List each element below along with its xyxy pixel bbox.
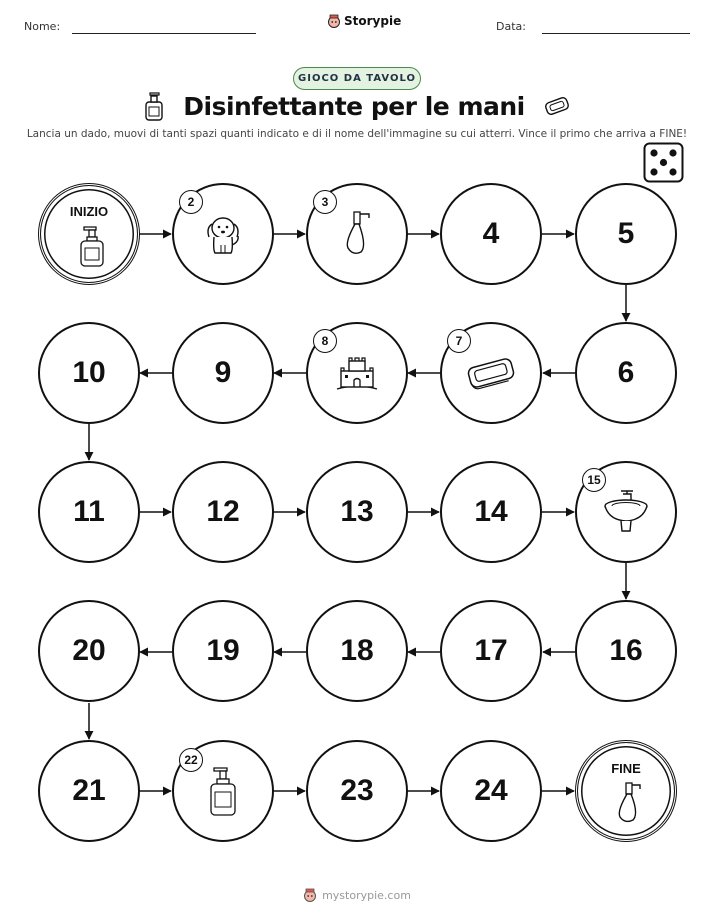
space-number-badge: 7 bbox=[447, 329, 471, 353]
space-number: 17 bbox=[474, 634, 508, 667]
space-number: 11 bbox=[73, 495, 105, 528]
footer bbox=[0, 888, 714, 902]
space-number: 16 bbox=[609, 634, 643, 667]
hand-sanitizer-pump-icon bbox=[208, 765, 238, 817]
space-number-badge: 2 bbox=[179, 190, 203, 214]
space-4 bbox=[440, 183, 542, 285]
start-label: INIZIO bbox=[69, 204, 109, 219]
space-number: 20 bbox=[72, 634, 106, 667]
space-number: 12 bbox=[206, 495, 240, 528]
space-end bbox=[575, 740, 677, 842]
space-start bbox=[38, 183, 140, 285]
storypie-mascot-icon bbox=[303, 888, 317, 902]
space-12 bbox=[172, 461, 274, 563]
space-18 bbox=[306, 600, 408, 702]
space-11 bbox=[38, 461, 140, 563]
space-number-badge: 22 bbox=[179, 748, 203, 772]
date-label: Data: bbox=[496, 20, 526, 33]
space-number: 24 bbox=[474, 774, 508, 807]
title-text: Disinfettante per le mani bbox=[183, 91, 525, 121]
space-number-badge: 15 bbox=[582, 468, 606, 492]
space-21 bbox=[38, 740, 140, 842]
brand-name: Storypie bbox=[344, 14, 402, 28]
footer-url[interactable]: mystorypie.com bbox=[322, 888, 411, 902]
space-number: 4 bbox=[482, 217, 500, 250]
space-number: 18 bbox=[340, 634, 374, 667]
space-number-badge: 3 bbox=[313, 190, 337, 214]
space-13 bbox=[306, 461, 408, 563]
space-number: 23 bbox=[340, 774, 374, 807]
space-19 bbox=[172, 600, 274, 702]
space-number: 5 bbox=[617, 217, 635, 250]
space-number: 6 bbox=[617, 356, 635, 389]
soap-bar-icon bbox=[464, 355, 518, 391]
end-label: FINE bbox=[611, 761, 641, 776]
space-number: 10 bbox=[72, 356, 106, 389]
space-number: 13 bbox=[340, 495, 374, 528]
space-number: 21 bbox=[72, 774, 106, 807]
space-10 bbox=[38, 322, 140, 424]
space-16 bbox=[575, 600, 677, 702]
space-20 bbox=[38, 600, 140, 702]
space-23 bbox=[306, 740, 408, 842]
puppy-icon bbox=[201, 212, 245, 256]
space-number: 14 bbox=[474, 495, 508, 528]
space-14 bbox=[440, 461, 542, 563]
space-6 bbox=[575, 322, 677, 424]
space-5 bbox=[575, 183, 677, 285]
space-17 bbox=[440, 600, 542, 702]
sandcastle-icon bbox=[333, 353, 381, 393]
space-number: 9 bbox=[214, 356, 232, 389]
category-tag: GIOCO DA TAVOLO bbox=[293, 67, 421, 90]
hand-sanitizer-pump-icon bbox=[78, 224, 106, 268]
space-24 bbox=[440, 740, 542, 842]
sanitizer-drop-icon bbox=[339, 210, 375, 258]
name-label: Nome: bbox=[24, 20, 61, 33]
instructions: Lancia un dado, muovi di tanti spazi quanti indicato e di il nome dell'immagine su cui atterri. Vince il primo che arriva a FINE! bbox=[26, 128, 688, 140]
space-number-badge: 8 bbox=[313, 329, 337, 353]
sink-icon bbox=[601, 490, 651, 534]
sanitizer-drop-icon bbox=[613, 781, 645, 825]
space-9 bbox=[172, 322, 274, 424]
space-number: 19 bbox=[206, 634, 240, 667]
